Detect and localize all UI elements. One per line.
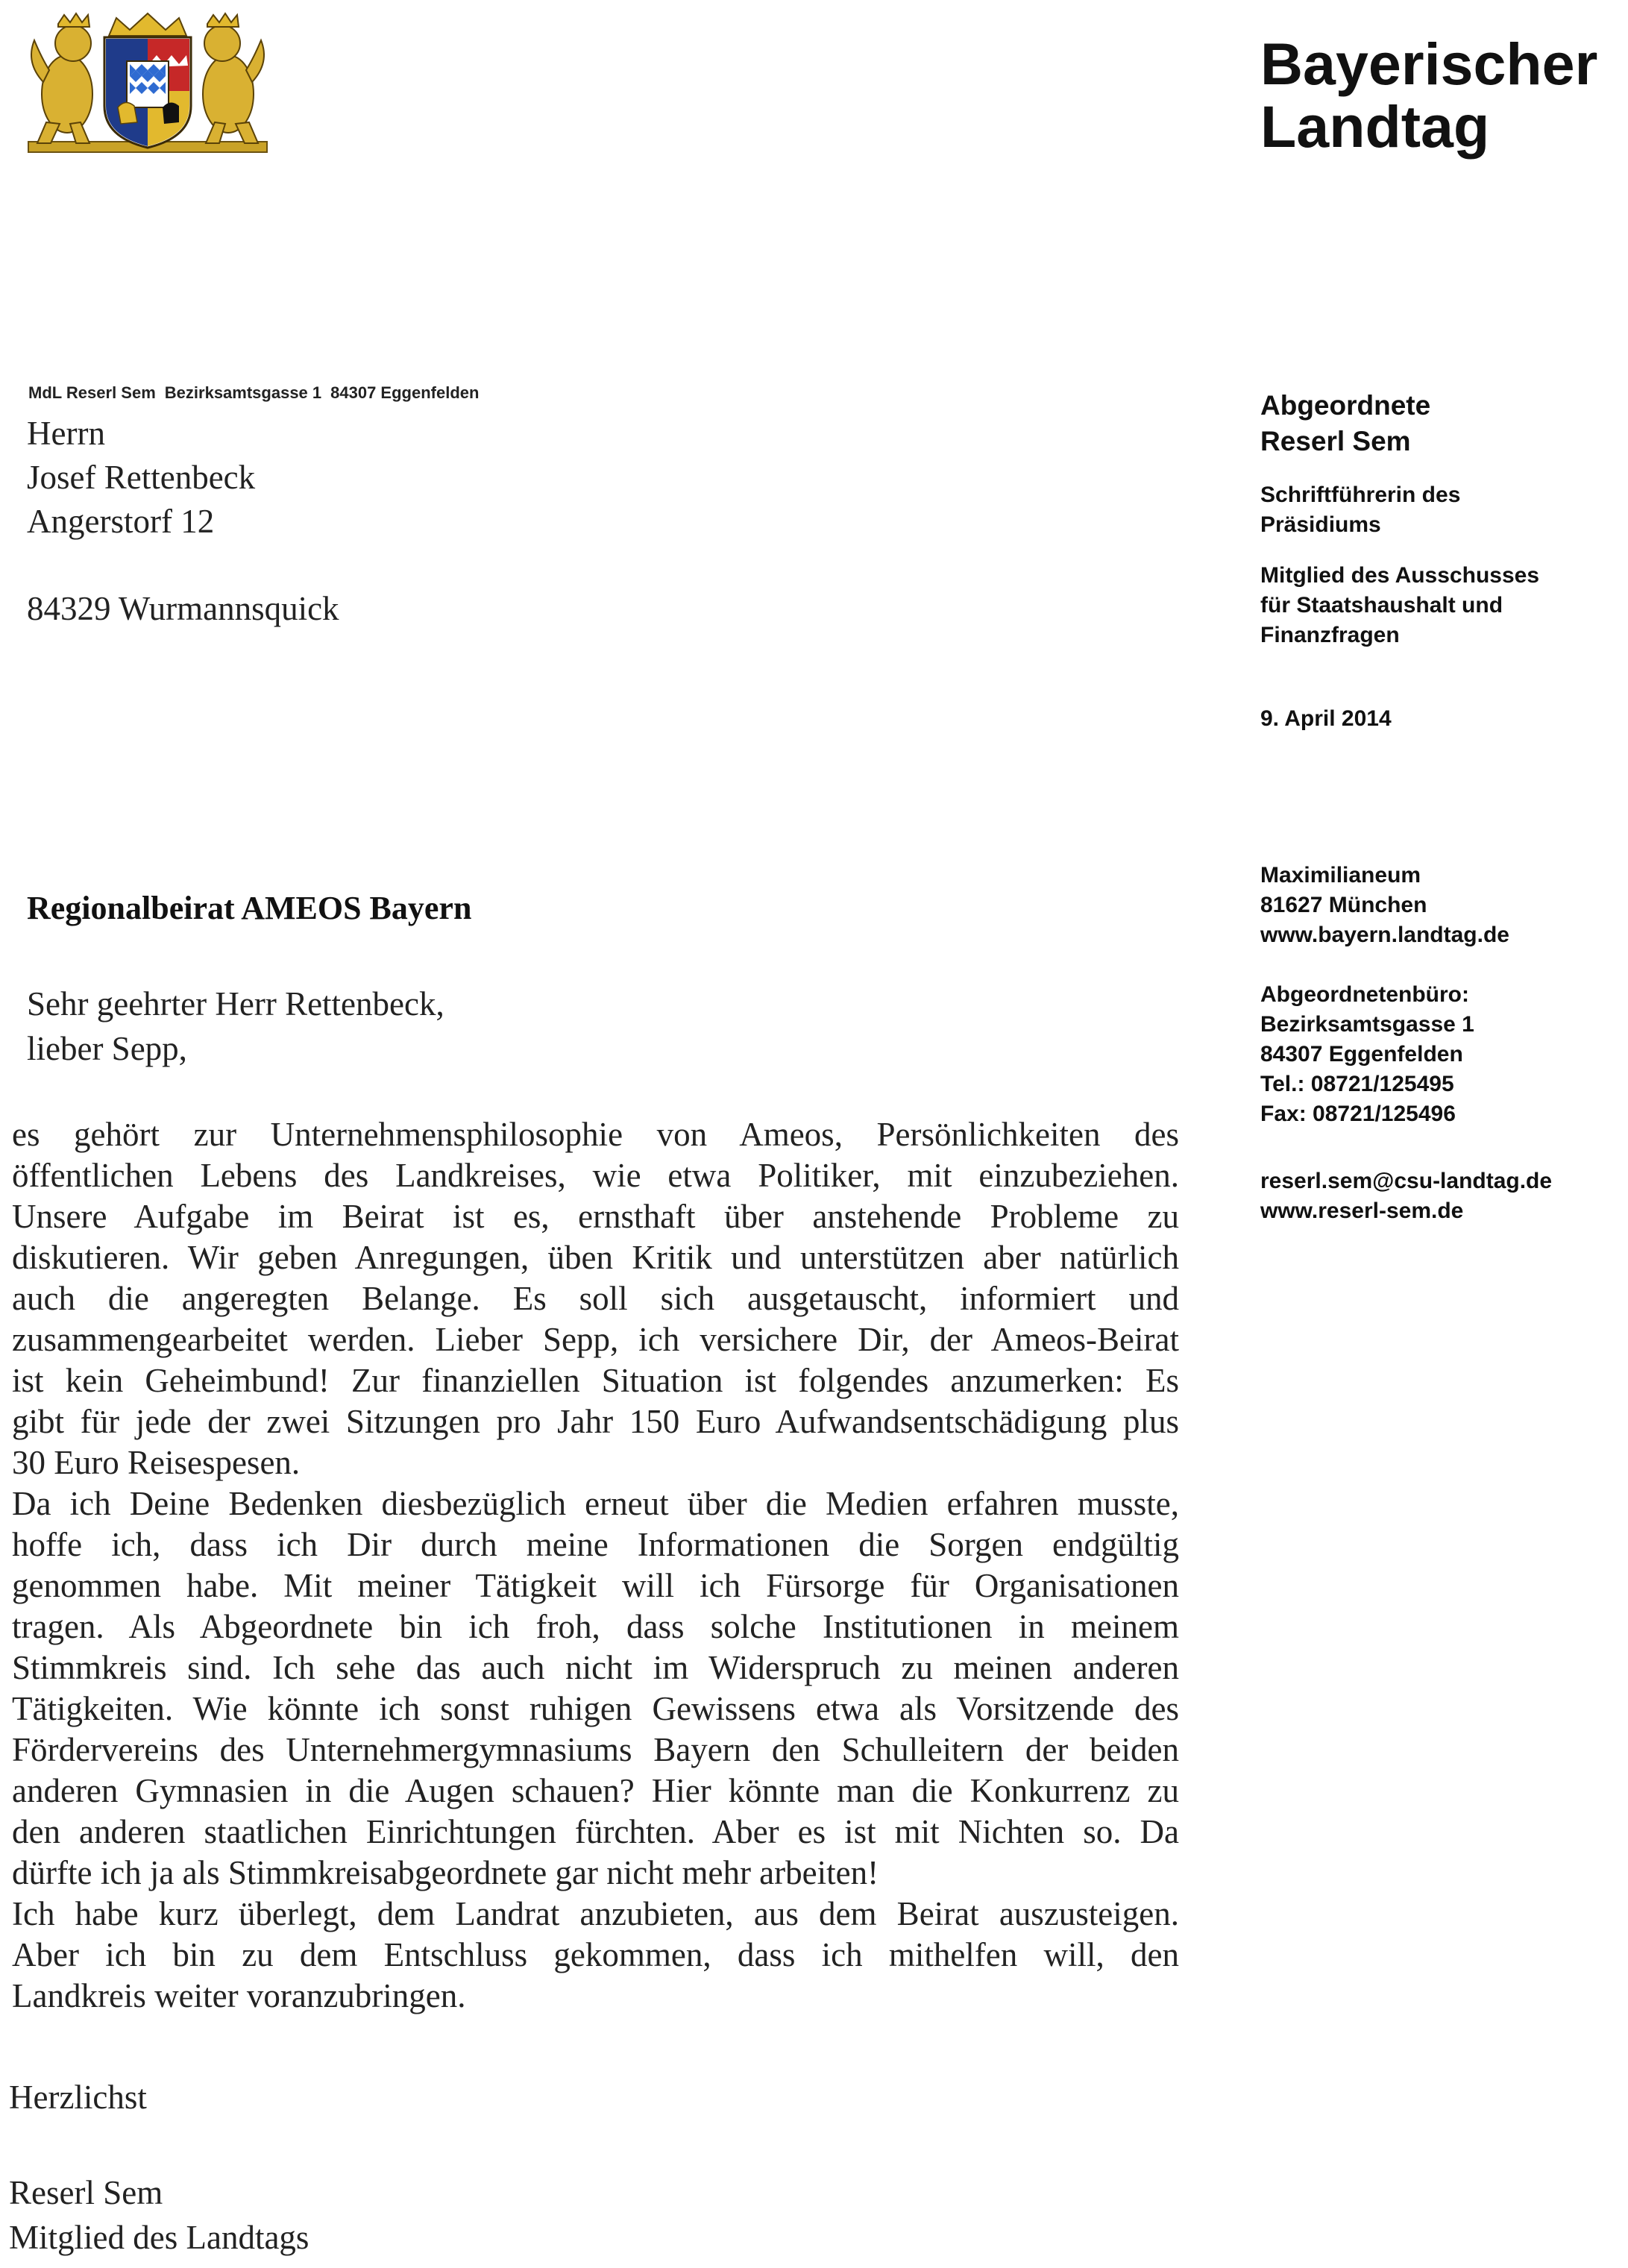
bavarian-coat-of-arms-icon <box>21 10 274 157</box>
office-website: www.bayern.landtag.de <box>1260 923 1509 947</box>
letter-salutation <box>27 981 444 1071</box>
body-line: es gehört zur Unternehmensphilosophie von Ameos, Persönlichkeiten des <box>12 1116 1179 1153</box>
letter-body <box>12 1114 1179 2017</box>
body-line: Ich habe kurz überlegt, dem Landrat anzubieten, aus dem Beirat auszusteigen. <box>12 1895 1179 1932</box>
body-line: öffentlichen Lebens des Landkreises, wie etwa Politiker, mit einzubeziehen. <box>12 1157 1179 1194</box>
office-line: Maximilianeum <box>1260 863 1421 888</box>
body-line: hoffe ich, dass ich Dir durch meine Informationen die Sorgen endgültig <box>12 1526 1179 1563</box>
body-line: Unsere Aufgabe im Beirat ist es, ernsthaft über anstehende Probleme zu <box>12 1198 1179 1235</box>
constituency-office-line: Bezirksamtsgasse 1 <box>1260 1012 1474 1037</box>
sidebar-contact <box>1260 1166 1618 1226</box>
committee-line: Mitglied des Ausschusses <box>1260 563 1540 588</box>
signature-title: Mitglied des Landtags <box>9 2219 309 2256</box>
committee-line: für Staatshaushalt und <box>1260 593 1503 618</box>
recipient-address <box>27 412 339 631</box>
sender-name: MdL Reserl Sem <box>28 383 156 402</box>
sidebar-constituency-office <box>1260 980 1618 1129</box>
body-line: Tätigkeiten. Wie könnte ich sonst ruhigen Gewissens etwa als Vorsitzende des <box>12 1690 1179 1727</box>
body-line: den anderen staatlichen Einrichtungen fürchten. Aber es ist mit Nichten so. Da <box>12 1813 1179 1850</box>
signature-name: Reserl Sem <box>9 2174 163 2211</box>
body-line: Da ich Deine Bedenken diesbezüglich erneut über die Medien erfahren musste, <box>12 1485 1179 1522</box>
recipient-name: Josef Rettenbeck <box>27 459 256 496</box>
body-line: diskutieren. Wir geben Anregungen, üben Kritik und unterstützen aber natürlich <box>12 1239 1179 1276</box>
letter-subject: Regionalbeirat AMEOS Bayern <box>27 890 472 926</box>
sidebar-member-name: Reserl Sem <box>1260 426 1411 456</box>
sidebar-role <box>1260 480 1618 540</box>
body-line: 30 Euro Reisespesen. <box>12 1444 301 1481</box>
body-line: Landkreis weiter voranzubringen. <box>12 1977 466 2014</box>
body-line: gibt für jede der zwei Sitzungen pro Jahr 150 Euro Aufwandsentschädigung plus <box>12 1403 1179 1440</box>
email-address: reserl.sem@csu-landtag.de <box>1260 1169 1553 1193</box>
body-line: zusammengearbeitet werden. Lieber Sepp, ich versichere Dir, der Ameos-Beirat <box>12 1321 1179 1358</box>
body-line: tragen. Als Abgeordnete bin ich froh, dass solche Institutionen in meinem <box>12 1608 1179 1645</box>
sidebar-title: Abgeordnete <box>1260 390 1431 421</box>
institution-line-1: Bayerischer <box>1260 31 1598 97</box>
body-line: ist kein Geheimbund! Zur finanziellen Situation ist folgendes anzumerken: Es <box>12 1362 1179 1399</box>
fax-number: Fax: 08721/125496 <box>1260 1102 1456 1126</box>
sidebar-office <box>1260 861 1618 950</box>
body-line: anderen Gymnasien in die Augen schauen? Hier könnte man die Konkurrenz zu <box>12 1772 1179 1809</box>
constituency-office-line: 84307 Eggenfelden <box>1260 1042 1463 1067</box>
body-line: genommen habe. Mit meiner Tätigkeit will ich Fürsorge für Organisationen <box>12 1567 1179 1604</box>
sender-return-line <box>28 383 479 403</box>
letterhead-sidebar <box>1260 388 1618 1226</box>
body-line: Stimmkreis sind. Ich sehe das auch nicht im Widerspruch zu meinen anderen <box>12 1649 1179 1686</box>
recipient-street: Angerstorf 12 <box>27 503 215 540</box>
recipient-city: 84329 Wurmannsquick <box>27 590 339 627</box>
role-line: Schriftführerin des <box>1260 483 1461 507</box>
letter-date: 9. April 2014 <box>1260 706 1392 731</box>
sender-street: Bezirksamtsgasse 1 <box>164 383 322 402</box>
institution-line-2: Landtag <box>1260 93 1490 160</box>
office-line: 81627 München <box>1260 893 1427 917</box>
salutation-line: lieber Sepp, <box>27 1030 187 1067</box>
personal-website: www.reserl-sem.de <box>1260 1199 1464 1223</box>
sidebar-committee <box>1260 561 1618 650</box>
body-line: Aber ich bin zu dem Entschluss gekommen, dass ich mithelfen will, den <box>12 1936 1179 1973</box>
letter-signature <box>9 2170 309 2260</box>
sender-city: 84307 Eggenfelden <box>330 383 480 402</box>
salutation-line: Sehr geehrter Herr Rettenbeck, <box>27 985 444 1023</box>
constituency-office-line: Abgeordnetenbüro: <box>1260 982 1469 1007</box>
institution-name <box>1260 33 1603 158</box>
phone-number: Tel.: 08721/125495 <box>1260 1072 1454 1096</box>
letter-closing: Herzlichst <box>9 2079 147 2116</box>
body-line: Fördervereins des Unternehmergymnasiums Bayern den Schulleitern der beiden <box>12 1731 1179 1768</box>
body-line: auch die angeregten Belange. Es soll sich ausgetauscht, informiert und <box>12 1280 1179 1317</box>
committee-line: Finanzfragen <box>1260 623 1400 647</box>
recipient-salutation: Herrn <box>27 415 105 452</box>
role-line: Präsidiums <box>1260 512 1381 537</box>
body-line: dürfte ich ja als Stimmkreisabgeordnete gar nicht mehr arbeiten! <box>12 1854 879 1891</box>
